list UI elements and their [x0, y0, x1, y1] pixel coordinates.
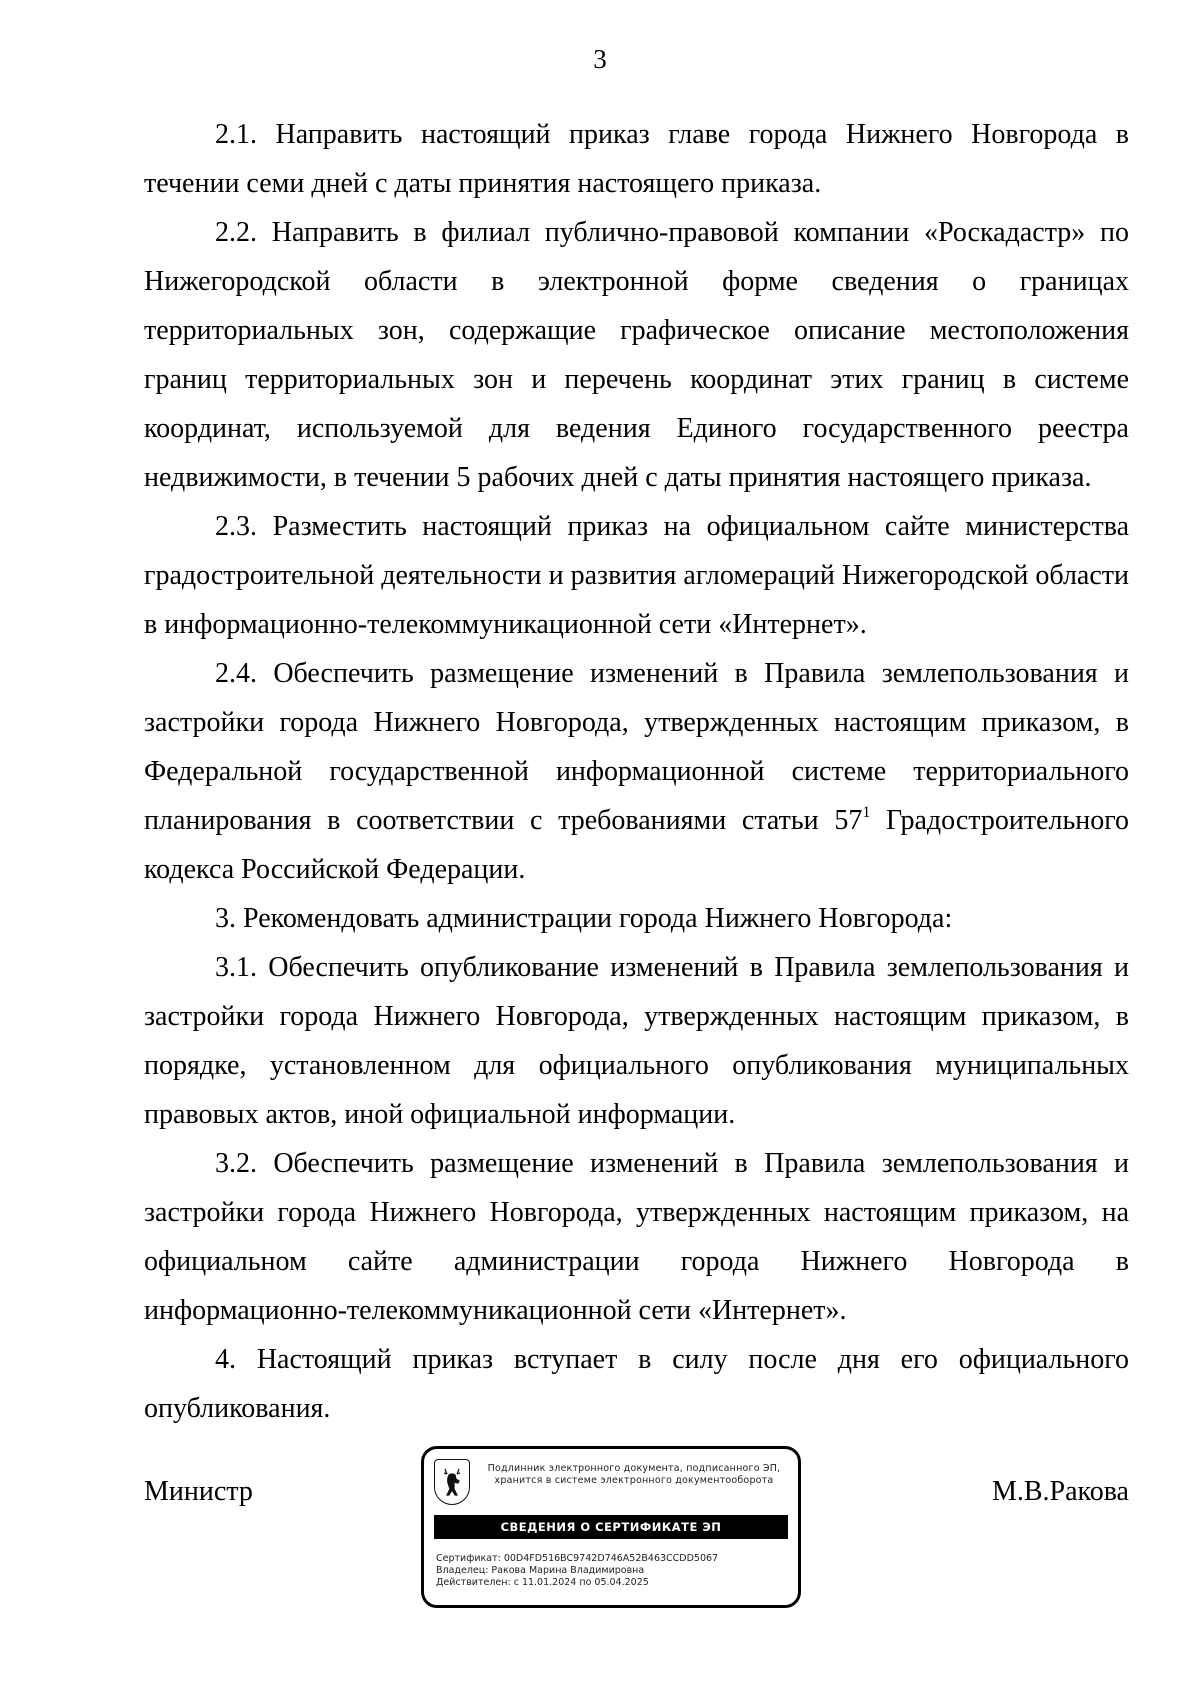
certificate-info-bar: СВЕДЕНИЯ О СЕРТИФИКАТЕ ЭП	[434, 1515, 788, 1539]
paragraph-2-2: 2.2. Направить в филиал публично-правовой компании «Роскадастр» по Нижегородской области в электронной форме сведения о границах территориальных зон, содержащие графическое описание местоположения границ территориальных зон и перечень координат этих границ в системе координат, используемой для ведения Единого государственного реестра недвижимости, в течении 5 рабочих дней с даты принятия настоящего приказа.	[144, 217, 1129, 493]
certificate-serial: Сертификат: 00D4FD516BC9742D746A52B463CCDD5067	[436, 1553, 719, 1564]
stamp-caption-line-2: хранится в системе электронного документооборота	[494, 1475, 774, 1486]
certificate-details	[436, 1553, 792, 1589]
paragraph-2-4-text: 2.4. Обеспечить размещение изменений в Правила землепользования и застройки города Нижнего Новгорода, утвержденных настоящим приказом, в Федеральной государственной информационной системе территориального планирования в соответствии с требованиями статьи 57	[144, 658, 1129, 836]
paragraph-3: 3. Рекомендовать администрации города Нижнего Новгорода:	[215, 903, 953, 934]
article-superscript: 1	[862, 804, 871, 821]
document-body	[144, 110, 1129, 1433]
signatory-title: Министр	[144, 1476, 253, 1507]
signatory-name: М.В.Ракова	[991, 1476, 1129, 1507]
paragraph-2-4	[144, 649, 1129, 894]
paragraph-2-1: 2.1. Направить настоящий приказ главе города Нижнего Новгорода в течении семи дней с даты принятия настоящего приказа.	[144, 119, 1129, 199]
certificate-validity: Действителен: с 11.01.2024 по 05.04.2025	[436, 1577, 649, 1588]
paragraph-2-3: 2.3. Разместить настоящий приказ на официальном сайте министерства градостроительной деятельности и развития агломераций Нижегородской области в информационно-телекоммуникационной сети «Интернет».	[144, 511, 1129, 640]
paragraph-4: 4. Настоящий приказ вступает в силу после дня его официального опубликования.	[144, 1344, 1129, 1424]
electronic-signature-stamp	[421, 1446, 801, 1608]
paragraph-3-1: 3.1. Обеспечить опубликование изменений в Правила землепользования и застройки города Нижнего Новгорода, утвержденных настоящим приказом, в порядке, установленном для официального опубликования муниципальных правовых актов, иной официальной информации.	[144, 952, 1129, 1130]
stamp-caption	[474, 1463, 794, 1487]
paragraph-2-4-tail: Градостроительного кодекса Российской Федерации.	[144, 805, 1129, 885]
stamp-caption-line-1: Подлинник электронного документа, подписанного ЭП,	[487, 1463, 781, 1474]
deer-coat-of-arms-icon	[434, 1459, 470, 1505]
paragraph-3-2: 3.2. Обеспечить размещение изменений в Правила землепользования и застройки города Нижнего Новгорода, утвержденных настоящим приказом, на официальном сайте администрации города Нижнего Новгорода в информационно-телекоммуникационной сети «Интернет».	[144, 1148, 1129, 1326]
page-number: 3	[593, 44, 607, 74]
certificate-owner: Владелец: Ракова Марина Владимировна	[436, 1565, 645, 1576]
